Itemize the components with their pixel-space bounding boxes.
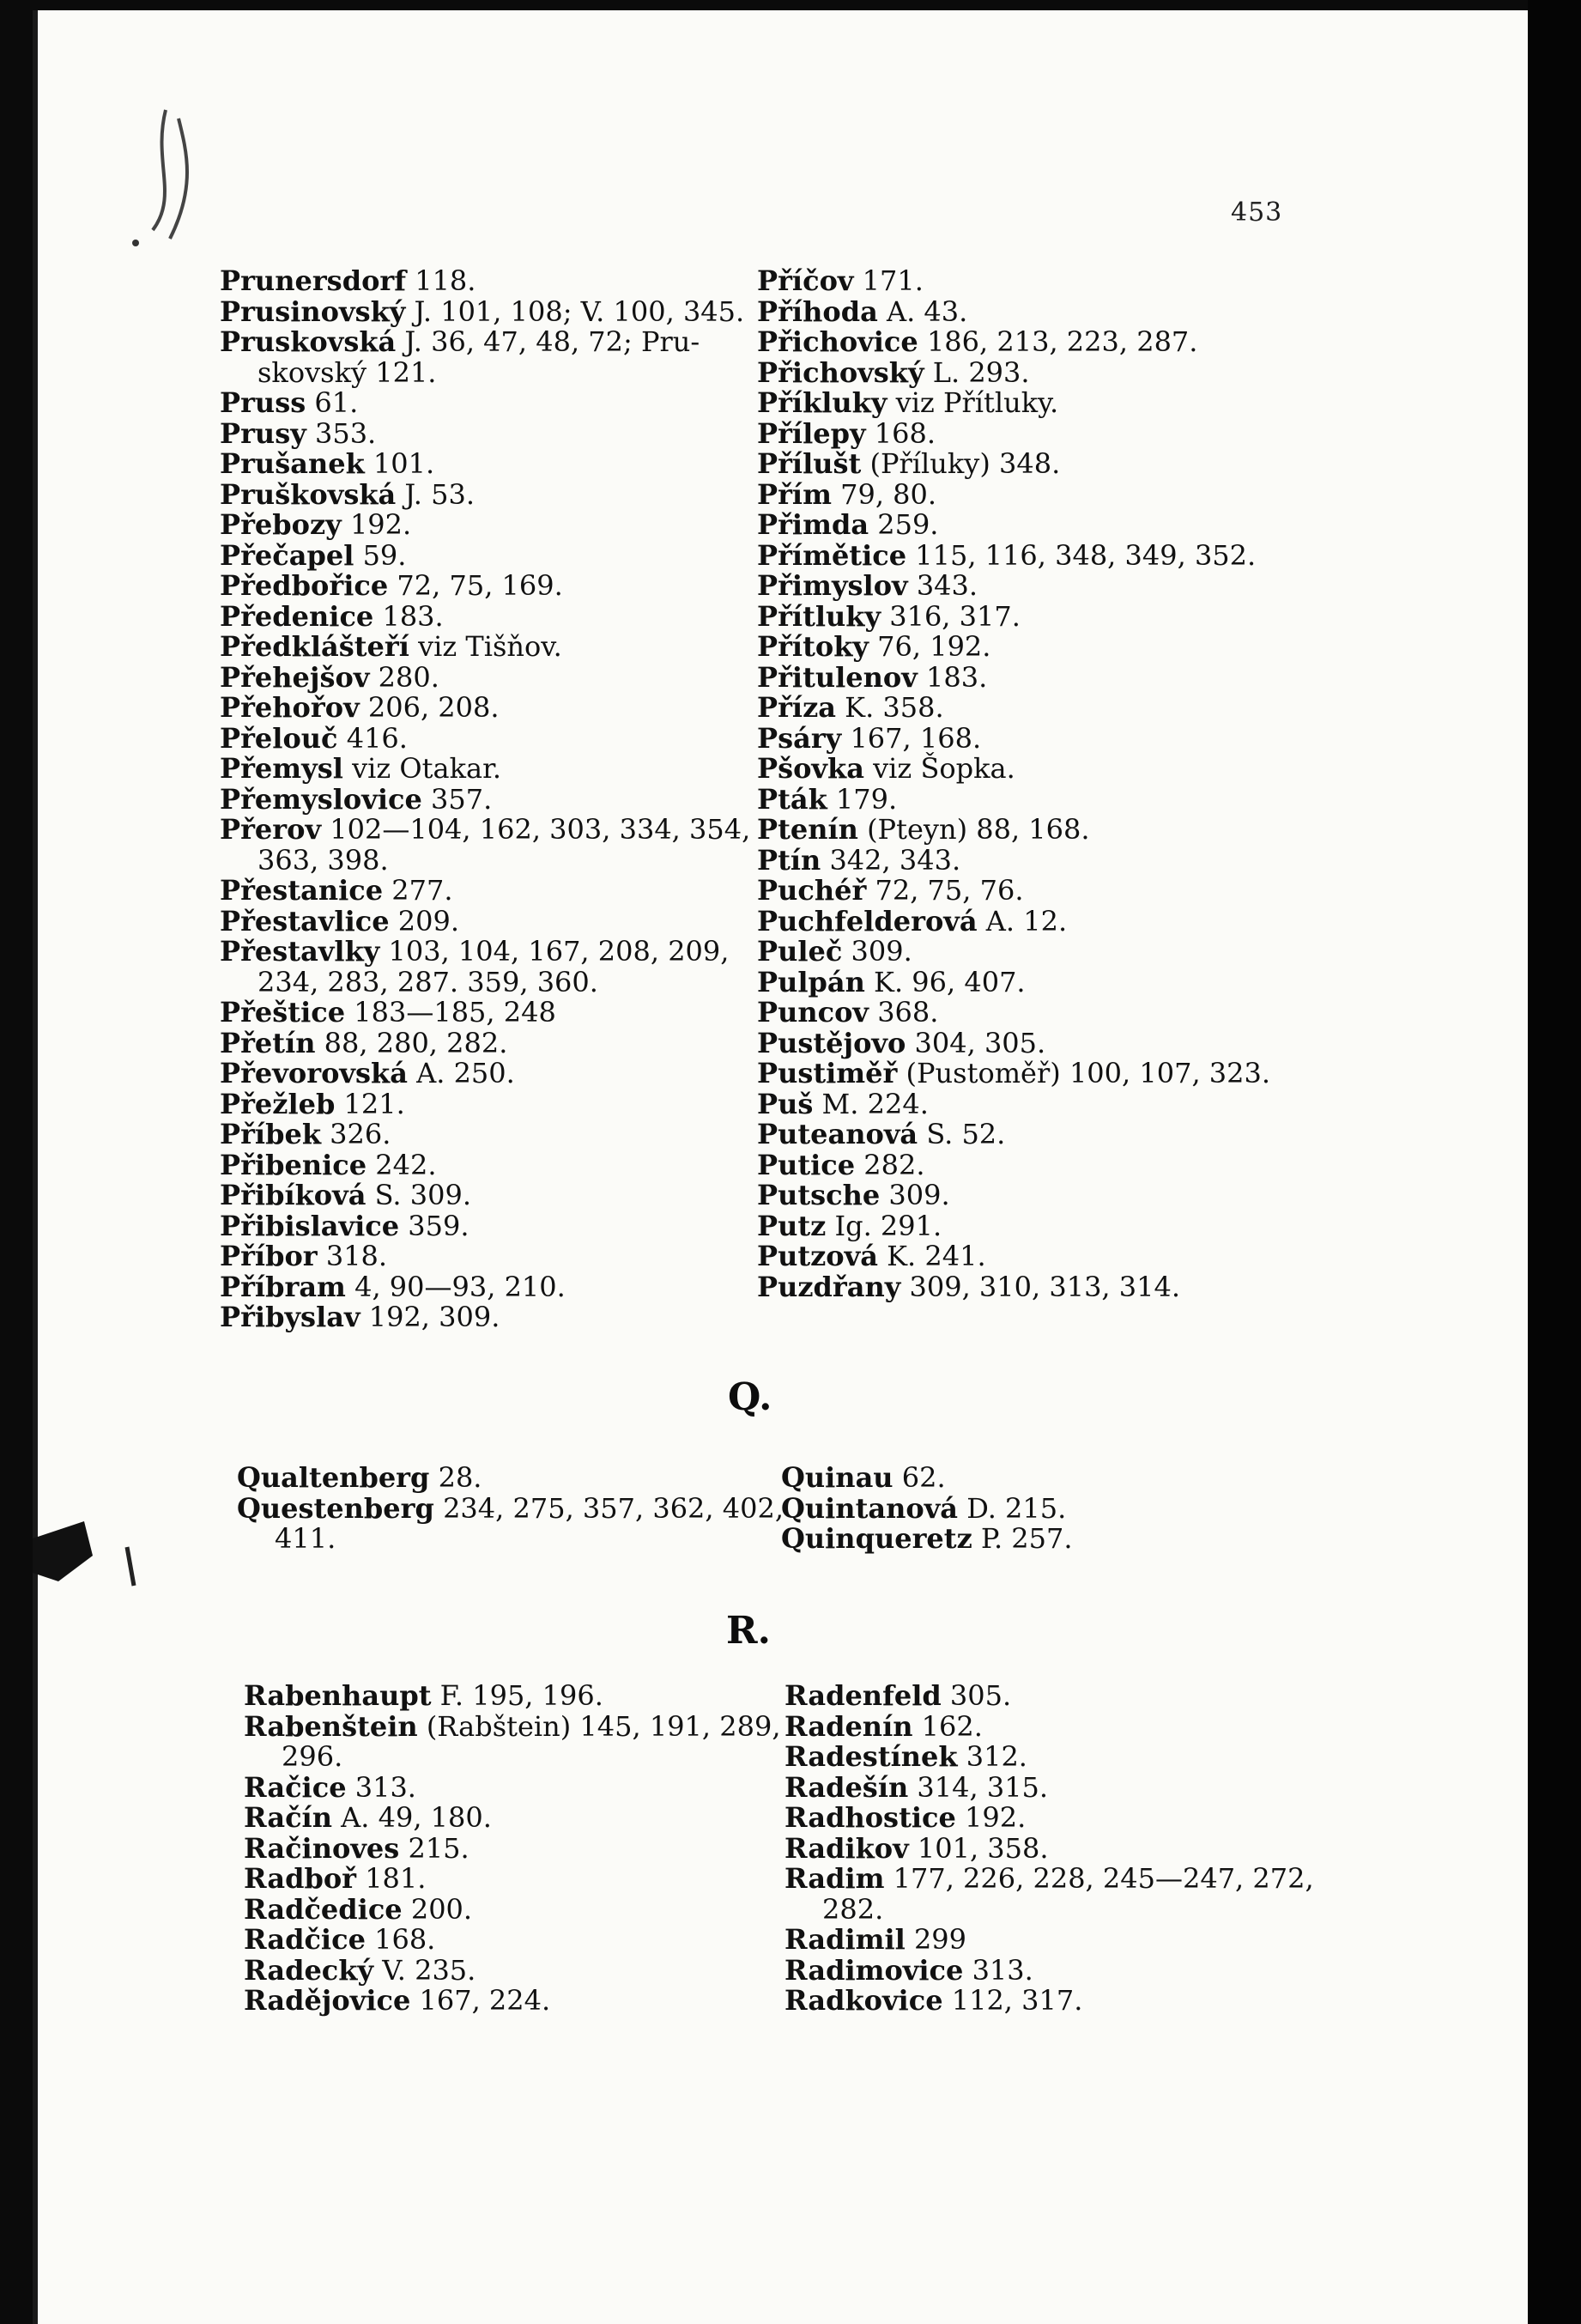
index-entry — [757, 1272, 1358, 1303]
index-references: K. 241. — [887, 1240, 986, 1272]
index-references: 118. — [415, 264, 476, 297]
index-references: 343. — [916, 569, 978, 602]
index-references: (Rabštein) 145, 191, 289, — [426, 1709, 781, 1743]
index-references: K. 358. — [845, 691, 944, 724]
index-references: 102—104, 162, 303, 334, 354, — [330, 813, 751, 846]
index-entry — [757, 1120, 1358, 1150]
index-entry — [781, 1524, 1330, 1555]
index-column-p-left — [220, 266, 769, 1333]
index-references: 312. — [966, 1740, 1027, 1773]
index-entry — [757, 937, 1358, 968]
index-references: 168. — [874, 416, 936, 450]
index-term: Přím — [757, 477, 832, 511]
index-term: Qualtenberg — [237, 1461, 430, 1494]
index-entry — [220, 904, 769, 937]
index-references: 101, 358. — [917, 1831, 1049, 1865]
index-entry — [757, 1026, 1358, 1059]
index-references: 72, 75, 169. — [397, 569, 563, 602]
index-references: 313. — [354, 1770, 416, 1804]
index-term: Pšovka — [757, 752, 864, 785]
index-term: Příčov — [757, 264, 854, 297]
index-entry — [244, 1925, 793, 1956]
index-references: 103, 104, 167, 208, 209, — [388, 935, 730, 968]
index-term: Psáry — [757, 721, 842, 755]
index-entry — [757, 693, 1358, 724]
index-references: viz Otakar. — [352, 752, 502, 785]
index-references: viz Tišňov. — [418, 630, 562, 663]
index-term: Pruškovská — [220, 477, 397, 511]
index-term: Přítluky — [757, 599, 881, 633]
index-entry — [220, 1026, 769, 1059]
index-entry — [220, 965, 769, 998]
index-references: 192. — [965, 1801, 1027, 1834]
index-term: Přestavlky — [220, 935, 380, 968]
index-term: Quinqueretz — [781, 1522, 972, 1555]
index-entry — [757, 660, 1358, 694]
index-term: Radějovice — [244, 1984, 411, 2017]
index-column-r-right — [784, 1681, 1368, 2017]
index-references: 215. — [408, 1831, 469, 1865]
index-references: 167, 168. — [850, 721, 982, 755]
index-entry — [220, 1120, 769, 1150]
index-term: Přichovice — [757, 325, 918, 358]
index-references: 4, 90—93, 210. — [354, 1270, 566, 1303]
index-term: Radimil — [784, 1923, 906, 1956]
index-entry — [237, 1463, 786, 1494]
index-term: Předbořice — [220, 569, 389, 602]
index-references: 112, 317. — [951, 1984, 1083, 2017]
index-term: Račinoves — [244, 1831, 400, 1865]
index-entry — [220, 510, 769, 541]
index-entry — [757, 1241, 1358, 1272]
index-references: 177, 226, 228, 245—247, 272, — [893, 1862, 1314, 1895]
index-term: Přehejšov — [220, 660, 370, 694]
index-entry — [781, 1463, 1330, 1494]
index-references: 363, 398. — [257, 843, 389, 877]
index-term: Přestavlice — [220, 904, 390, 937]
index-term: Prusy — [220, 416, 306, 450]
index-term: Přehořov — [220, 691, 360, 724]
index-term: Ptenín — [757, 813, 858, 846]
index-references: 167, 224. — [419, 1984, 551, 2017]
index-term: Radboř — [244, 1862, 357, 1895]
index-entry — [757, 449, 1358, 480]
index-entry — [237, 1524, 786, 1555]
index-references: J. 53. — [404, 477, 475, 511]
index-entry — [244, 1770, 793, 1804]
index-term: Přílušt — [757, 447, 862, 480]
index-entry — [220, 355, 769, 389]
index-references: 411. — [275, 1522, 336, 1555]
index-entry — [757, 599, 1358, 633]
index-entry — [220, 1211, 769, 1242]
index-entry — [220, 660, 769, 694]
index-term: Příbor — [220, 1240, 318, 1272]
index-term: Příbram — [220, 1270, 346, 1303]
index-references: A. 49, 180. — [341, 1801, 492, 1834]
index-term: Přitulenov — [757, 660, 918, 694]
margin-ink-blot — [33, 1504, 187, 1599]
index-term: Putzová — [757, 1240, 878, 1272]
index-entry — [244, 1709, 793, 1743]
index-entry — [781, 1491, 1330, 1525]
index-references: 309. — [851, 935, 912, 968]
index-references: viz Šopka. — [873, 752, 1015, 785]
index-references: 313. — [972, 1953, 1033, 1987]
index-term: Puzdřany — [757, 1270, 901, 1303]
index-references: 183. — [926, 660, 988, 694]
section-heading-q: Q. — [728, 1375, 772, 1419]
index-references: 61. — [314, 386, 359, 419]
index-term: Radikov — [784, 1831, 909, 1865]
index-references: 28. — [438, 1461, 482, 1494]
index-entry — [220, 1059, 769, 1089]
index-references: P. 257. — [980, 1522, 1073, 1555]
index-references: 314, 315. — [917, 1770, 1049, 1804]
index-references: 171. — [862, 264, 924, 297]
index-entry — [784, 1709, 1368, 1743]
index-term: Prunersdorf — [220, 264, 407, 297]
index-term: Předklášteří — [220, 630, 409, 663]
index-entry — [757, 538, 1358, 572]
index-term: Rabenštein — [244, 1709, 418, 1743]
index-entry — [757, 815, 1358, 846]
index-references: viz Přítluky. — [895, 386, 1059, 419]
index-entry — [757, 876, 1358, 907]
index-entry — [784, 1925, 1368, 1956]
index-term: Přemyslovice — [220, 782, 422, 816]
index-entry — [244, 1831, 793, 1865]
index-term: Prušanek — [220, 447, 365, 480]
index-entry — [220, 721, 769, 755]
index-references: 183. — [382, 599, 444, 633]
index-references: 305. — [949, 1679, 1012, 1712]
index-entry — [757, 998, 1358, 1029]
index-entry — [244, 1803, 793, 1834]
index-entry — [220, 294, 769, 328]
index-column-r-left — [244, 1681, 793, 2017]
index-column-p-right — [757, 266, 1358, 1302]
index-references: 282. — [822, 1892, 884, 1926]
index-references: 79, 80. — [840, 477, 937, 511]
index-term: Putsche — [757, 1179, 881, 1211]
index-entry — [757, 327, 1358, 358]
index-entry — [757, 294, 1358, 328]
index-entry — [220, 388, 769, 419]
index-entry — [244, 1986, 793, 2017]
index-references: 299 — [913, 1923, 967, 1956]
index-term: Radčice — [244, 1923, 366, 1956]
index-entry — [244, 1953, 793, 1987]
index-term: Rabenhaupt — [244, 1679, 432, 1712]
index-entry — [220, 754, 769, 785]
index-references: A. 250. — [416, 1057, 515, 1089]
index-term: Pustějovo — [757, 1026, 906, 1059]
index-references: 242. — [375, 1148, 437, 1181]
index-references: 357. — [431, 782, 493, 816]
index-entry — [757, 904, 1358, 937]
index-references: 234, 283, 287. 359, 360. — [257, 965, 598, 998]
index-references: M. 224. — [821, 1087, 929, 1120]
index-term: Přestanice — [220, 874, 384, 907]
index-references: 259. — [877, 508, 939, 541]
index-term: Radešín — [784, 1770, 909, 1804]
index-entry — [220, 998, 769, 1029]
index-term: Přežleb — [220, 1087, 336, 1120]
index-references: 416. — [346, 721, 408, 755]
index-references: 181. — [365, 1862, 427, 1895]
index-references: V. 235. — [382, 1953, 476, 1987]
index-references: S. 52. — [926, 1118, 1006, 1150]
index-entry — [757, 721, 1358, 755]
index-entry — [220, 876, 769, 907]
index-entry — [220, 416, 769, 450]
index-entry — [757, 1150, 1358, 1181]
index-references: 309, 310, 313, 314. — [909, 1270, 1181, 1303]
index-entry — [784, 1803, 1368, 1834]
index-entry — [784, 1681, 1368, 1712]
index-references: (Pteyn) 88, 168. — [867, 813, 1090, 846]
index-term: Putice — [757, 1148, 856, 1181]
index-term: Přimyslov — [757, 569, 908, 602]
index-references: 282. — [863, 1148, 925, 1181]
index-entry — [757, 355, 1358, 389]
index-references: 62. — [901, 1461, 946, 1494]
index-references: 76, 192. — [877, 630, 991, 663]
index-references: 296. — [282, 1740, 343, 1773]
index-references: 209. — [397, 904, 459, 937]
index-entry — [784, 1742, 1368, 1773]
index-entry — [220, 449, 769, 480]
index-references: A. 12. — [985, 904, 1068, 937]
index-term: Přímětice — [757, 538, 907, 572]
index-term: Radim — [784, 1862, 885, 1895]
index-term: Přítoky — [757, 630, 869, 663]
index-references: 309. — [888, 1179, 950, 1211]
index-term: Přebozy — [220, 508, 342, 541]
index-entry — [784, 1986, 1368, 2017]
index-entry — [757, 965, 1358, 998]
index-references: 115, 116, 348, 349, 352. — [915, 538, 1257, 572]
index-references: 88, 280, 282. — [324, 1026, 508, 1059]
index-term: Radhostice — [784, 1801, 956, 1834]
index-term: Puchfelderová — [757, 904, 978, 937]
index-entry — [220, 1180, 769, 1211]
scan-edge — [1528, 0, 1581, 2324]
index-references: 342, 343. — [829, 843, 961, 877]
index-references: 326. — [330, 1118, 391, 1150]
index-entry — [220, 266, 769, 297]
index-references: 179. — [835, 782, 898, 816]
index-term: Quintanová — [781, 1491, 959, 1525]
index-entry — [244, 1864, 793, 1895]
index-entry — [220, 1302, 769, 1333]
index-entry — [220, 477, 769, 511]
index-references: 101. — [373, 447, 435, 480]
index-references: 206, 208. — [367, 691, 500, 724]
index-entry — [757, 1211, 1358, 1242]
index-references: A. 43. — [886, 294, 968, 328]
index-references: 59. — [362, 538, 407, 572]
index-references: K. 96, 407. — [874, 965, 1026, 998]
index-term: Přečapel — [220, 538, 354, 572]
index-term: Příza — [757, 691, 836, 724]
margin-scribble — [118, 93, 213, 264]
index-term: Putz — [757, 1209, 827, 1242]
index-references: 183—185, 248 — [354, 996, 556, 1029]
index-entry — [220, 1272, 769, 1303]
index-term: Přibyslav — [220, 1301, 360, 1333]
index-term: Radecký — [244, 1953, 374, 1987]
page-number: 453 — [1231, 197, 1283, 228]
section-heading-r: R. — [726, 1609, 771, 1653]
index-references: 304, 305. — [914, 1026, 1046, 1059]
index-entry — [244, 1742, 793, 1773]
index-entry — [220, 815, 769, 846]
index-term: Radimovice — [784, 1953, 964, 1987]
index-entry — [757, 477, 1358, 511]
index-term: Ptín — [757, 843, 821, 877]
index-entry — [220, 599, 769, 633]
index-references: skovský 121. — [257, 355, 437, 389]
index-references: 200. — [410, 1892, 473, 1926]
index-term: Příkluky — [757, 386, 887, 419]
index-entry — [757, 1059, 1358, 1089]
index-entry — [220, 843, 769, 877]
index-references: 192. — [349, 508, 412, 541]
index-references: 72, 75, 76. — [875, 874, 1024, 907]
index-column-q-right — [781, 1463, 1330, 1555]
index-references: F. 195, 196. — [439, 1679, 603, 1712]
index-entry — [757, 416, 1358, 450]
index-term: Pruskovská — [220, 325, 397, 358]
index-term: Puleč — [757, 935, 843, 968]
index-term: Račice — [244, 1770, 347, 1804]
index-references: 368. — [877, 996, 939, 1029]
index-references: 280. — [378, 660, 439, 694]
index-entry — [220, 632, 769, 663]
index-references: 186, 213, 223, 287. — [926, 325, 1198, 358]
index-term: Přerov — [220, 813, 322, 846]
index-term: Prusinovský — [220, 294, 406, 328]
index-entry — [757, 754, 1358, 785]
index-term: Radenfeld — [784, 1679, 942, 1712]
index-references: 168. — [374, 1923, 436, 1956]
index-entry — [237, 1491, 786, 1525]
index-term: Pulpán — [757, 965, 865, 998]
index-term: Puchéř — [757, 874, 867, 907]
index-entry — [244, 1892, 793, 1926]
index-term: Puteanová — [757, 1118, 918, 1150]
index-term: Radčedice — [244, 1892, 403, 1926]
index-term: Příhoda — [757, 294, 878, 328]
index-references: 316, 317. — [889, 599, 1021, 633]
index-term: Radestínek — [784, 1740, 958, 1773]
index-entry — [220, 693, 769, 724]
index-term: Pták — [757, 782, 827, 816]
index-references: 234, 275, 357, 362, 402, — [443, 1491, 784, 1525]
index-references: 192, 309. — [368, 1301, 500, 1333]
index-entry — [757, 782, 1358, 816]
index-term: Přibíková — [220, 1179, 366, 1211]
index-entry — [784, 1831, 1368, 1865]
index-entry — [757, 571, 1358, 602]
index-entry — [784, 1892, 1368, 1926]
index-references: Ig. 291. — [834, 1209, 942, 1242]
index-term: Přimda — [757, 508, 869, 541]
index-references: 353. — [314, 416, 377, 450]
index-entry — [757, 632, 1358, 663]
index-term: Přílepy — [757, 416, 866, 450]
index-entry — [784, 1953, 1368, 1987]
index-entry — [757, 1180, 1358, 1211]
index-entry — [784, 1864, 1368, 1895]
index-entry — [220, 937, 769, 968]
index-term: Přibenice — [220, 1148, 367, 1181]
index-term: Quinau — [781, 1461, 893, 1494]
index-references: L. 293. — [932, 355, 1030, 389]
index-entry — [757, 1089, 1358, 1120]
index-term: Radkovice — [784, 1984, 943, 2017]
index-term: Radenín — [784, 1709, 913, 1743]
index-references: 121. — [343, 1087, 405, 1120]
index-references: (Pustoměř) 100, 107, 323. — [906, 1057, 1271, 1089]
index-references: J. 36, 47, 48, 72; Pru- — [404, 325, 700, 358]
index-term: Přetín — [220, 1026, 316, 1059]
index-term: Přichovský — [757, 355, 924, 389]
index-entry — [784, 1770, 1368, 1804]
index-entry — [757, 266, 1358, 297]
index-term: Questenberg — [237, 1491, 434, 1525]
index-term: Předenice — [220, 599, 374, 633]
index-references: 318. — [325, 1240, 388, 1272]
index-term: Přeštice — [220, 996, 346, 1029]
index-entry — [757, 510, 1358, 541]
index-references: J. 101, 108; V. 100, 345. — [414, 294, 745, 328]
index-term: Přibislavice — [220, 1209, 400, 1242]
index-term: Pustiměř — [757, 1057, 898, 1089]
index-term: Převorovská — [220, 1057, 408, 1089]
index-references: 162. — [921, 1709, 983, 1743]
index-references: 359. — [408, 1209, 469, 1242]
index-references: (Příluky) 348. — [869, 447, 1061, 480]
index-entry — [757, 388, 1358, 419]
index-column-q-left — [237, 1463, 786, 1555]
index-term: Přemysl — [220, 752, 343, 785]
index-entry — [220, 538, 769, 572]
index-term: Příbek — [220, 1118, 321, 1150]
index-entry — [757, 843, 1358, 877]
index-entry — [220, 1150, 769, 1181]
index-term: Přelouč — [220, 721, 338, 755]
index-term: Račín — [244, 1801, 332, 1834]
index-entry — [220, 1241, 769, 1272]
index-entry — [220, 782, 769, 816]
index-references: D. 215. — [966, 1491, 1067, 1525]
index-entry — [220, 1089, 769, 1120]
index-references: S. 309. — [374, 1179, 471, 1211]
index-references: 277. — [391, 874, 453, 907]
book-page — [33, 10, 1528, 2324]
index-term: Pruss — [220, 386, 306, 419]
index-entry — [220, 571, 769, 602]
index-entry — [220, 327, 769, 358]
index-entry — [244, 1681, 793, 1712]
index-term: Puš — [757, 1087, 814, 1120]
index-term: Puncov — [757, 996, 869, 1029]
